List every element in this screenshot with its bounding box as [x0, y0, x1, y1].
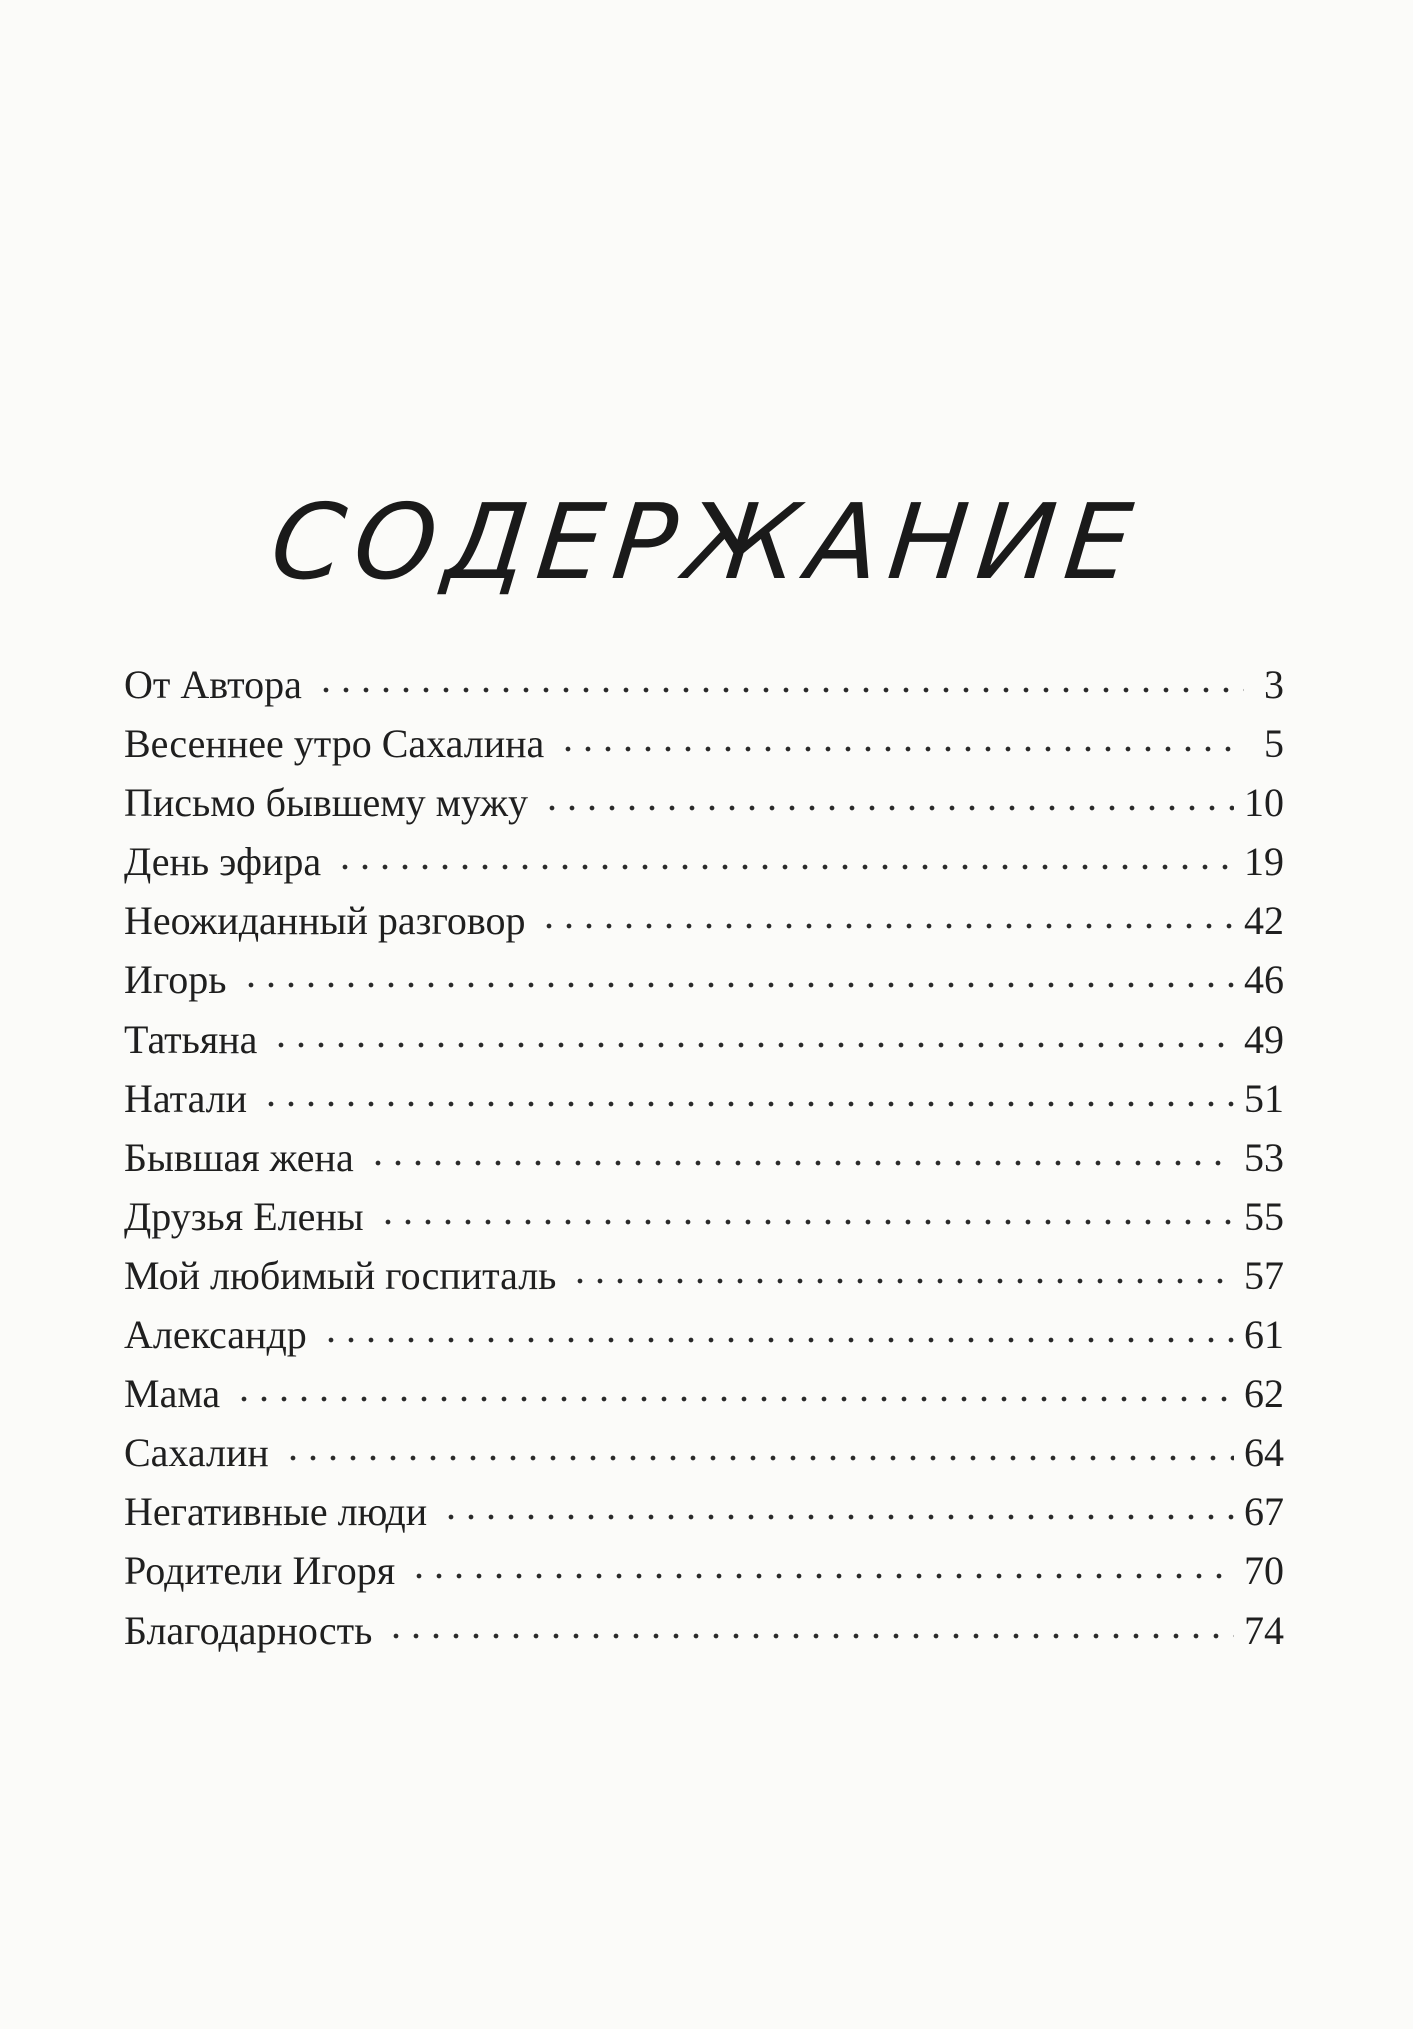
toc-entry-title: Бывшая жена	[124, 1134, 354, 1180]
dot-leader	[316, 680, 1244, 700]
dot-leader	[378, 1212, 1234, 1232]
toc-entry-page: 55	[1244, 1193, 1284, 1239]
dot-leader	[542, 798, 1234, 818]
dot-leader	[368, 1153, 1234, 1173]
toc-entry-page: 46	[1244, 957, 1284, 1003]
table-of-contents	[124, 655, 1284, 1660]
toc-entry	[124, 1482, 1284, 1541]
toc-entry-title: Негативные люди	[124, 1489, 428, 1535]
toc-entry-page: 5	[1264, 721, 1284, 767]
toc-entry-page: 67	[1244, 1489, 1284, 1535]
toc-entry	[124, 1305, 1284, 1364]
dot-leader	[261, 1094, 1234, 1114]
toc-entry-page: 62	[1244, 1371, 1284, 1417]
toc-entry-page: 64	[1244, 1430, 1284, 1476]
dot-leader	[321, 1330, 1234, 1350]
toc-entry-title: Сахалин	[124, 1430, 269, 1476]
toc-entry	[124, 832, 1284, 891]
dot-leader	[570, 1271, 1234, 1291]
dot-leader	[441, 1507, 1234, 1527]
toc-entry-title: Письмо бывшему мужу	[124, 780, 529, 826]
toc-entry-title: Родители Игоря	[124, 1548, 396, 1594]
toc-entry	[124, 950, 1284, 1009]
toc-entry-title: Весеннее утро Сахалина	[124, 721, 545, 767]
toc-entry-page: 51	[1244, 1075, 1284, 1121]
toc-entry-title: Друзья Елены	[124, 1193, 364, 1239]
toc-entry-page: 53	[1244, 1134, 1284, 1180]
toc-entry	[124, 1069, 1284, 1128]
dot-leader	[558, 739, 1244, 759]
toc-entry	[124, 1246, 1284, 1305]
toc-entry	[124, 1187, 1284, 1246]
dot-leader	[241, 975, 1234, 995]
toc-entry	[124, 1541, 1284, 1600]
toc-entry-page: 49	[1244, 1016, 1284, 1062]
toc-entry	[124, 891, 1284, 950]
toc-entry-page: 10	[1244, 780, 1284, 826]
toc-entry-page: 57	[1244, 1252, 1284, 1298]
toc-entry	[124, 714, 1284, 773]
toc-entry	[124, 1010, 1284, 1069]
toc-entry	[124, 655, 1284, 714]
toc-entry	[124, 1601, 1284, 1660]
toc-entry-page: 3	[1264, 662, 1284, 707]
dot-leader	[234, 1389, 1234, 1409]
page-title: СОДЕРЖАНИЕ	[265, 480, 1148, 603]
dot-leader	[386, 1626, 1234, 1646]
toc-entry	[124, 1128, 1284, 1187]
toc-entry-page: 74	[1244, 1607, 1284, 1653]
toc-entry-page: 61	[1244, 1312, 1284, 1358]
toc-entry	[124, 1423, 1284, 1482]
toc-entry-title: Благодарность	[124, 1607, 373, 1653]
toc-entry-page: 70	[1244, 1548, 1284, 1594]
toc-entry	[124, 773, 1284, 832]
toc-entry-title: Мой любимый госпиталь	[124, 1252, 557, 1298]
toc-entry-title: Натали	[124, 1075, 248, 1121]
dot-leader	[539, 916, 1234, 936]
toc-entry-title: Мама	[124, 1371, 221, 1417]
dot-leader	[271, 1035, 1234, 1055]
dot-leader	[409, 1566, 1234, 1586]
toc-entry-title: Татьяна	[124, 1016, 258, 1062]
toc-entry-title: Игорь	[124, 957, 227, 1003]
dot-leader	[335, 857, 1234, 877]
toc-entry	[124, 1364, 1284, 1423]
toc-entry-title: Неожиданный разговор	[124, 898, 526, 944]
toc-entry-page: 19	[1244, 839, 1284, 885]
toc-entry-title: День эфира	[124, 839, 322, 885]
toc-entry-title: Александр	[124, 1312, 307, 1358]
toc-entry-page: 42	[1244, 898, 1284, 944]
dot-leader	[283, 1448, 1234, 1468]
toc-entry-title: От Автора	[124, 662, 302, 707]
